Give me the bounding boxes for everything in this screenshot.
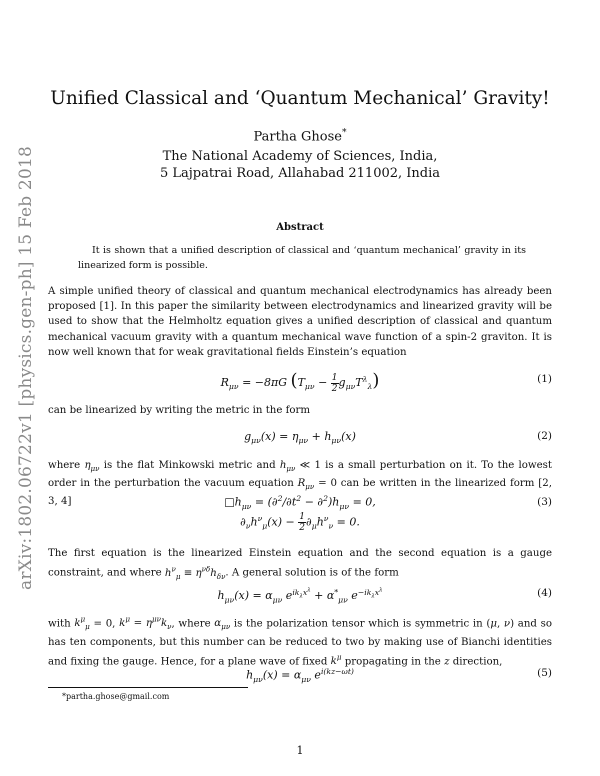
author-name: Partha Ghose*	[253, 128, 347, 145]
paragraph-gauge: The first equation is the linearized Einstein equation and the second equation is a gauge constraint, and where $h^\nu_\mu \equiv \eta^{\nu\delta}h_{\delta\nu}$. A general solution is of the form	[48, 548, 552, 581]
equation-5: $h_{\mu\nu}(x) = \alpha_{\mu\nu}$ $e^{i(kz-\omega t)}$ (5)	[246, 667, 552, 684]
paragraph-metric: can be linearized by writing the metric in the form	[48, 405, 311, 416]
equation-3: $□h_{\mu\nu} = (\partial^2/\partial t^2 - \partial^2)h_{\mu\nu} = 0$, $\partial_\nu h^\nu_\mu(x)$ − $\frac{1}{2}$ $\partial_\mu h^\nu_\nu = 0$. (3)	[224, 494, 552, 533]
author-address: 5 Lajpatrai Road, Allahabad 211002, India	[159, 166, 441, 181]
equation-number: (1)	[537, 373, 552, 385]
paragraph-perturbation: where $\eta_{\mu\nu}$ is the flat Minkowski metric and $h_{\mu\nu}$ ≪ 1 is a small perturbation on it. To the lowest order in the perturbation the vacuum equation $R_{\mu\nu} = 0$ can be written in the linearized form [2, 3, 4]	[48, 460, 552, 508]
author-affiliation: The National Academy of Sciences, India,	[162, 149, 438, 164]
arxiv-identifier-stamp	[4, 148, 48, 588]
abstract-heading: Abstract	[276, 222, 324, 233]
equation-number: (3)	[537, 496, 552, 508]
arxiv-identifier-text: arXiv:1802.06722v1 [physics.gen-ph] 15 Feb 2018	[16, 146, 36, 590]
footnote-rule	[48, 687, 248, 688]
page-number: 1	[296, 744, 304, 757]
equation-number: (4)	[537, 587, 552, 599]
intro-paragraph: A simple unified theory of classical and quantum mechanical electrodynamics has already been proposed [1]. In this paper the similarity between electrodynamics and linearized gravity will be used to show that the Helmholtz equation gives a unified description of classical and quantum mechanical vacuum gravity with a quantum mechanical wave function of a spin-2 graviton. It is now well known that for weak gravitational fields Einstein’s equation	[48, 286, 552, 358]
equation-2: $g_{\mu\nu}(x) = \eta_{\mu\nu} + h_{\mu\nu}(x)$ (2)	[244, 430, 552, 446]
equation-number: (2)	[537, 430, 552, 442]
paper-title: Unified Classical and ‘Quantum Mechanical’ Gravity!	[50, 88, 550, 109]
equation-number: (5)	[537, 667, 552, 679]
footnote-email: *partha.ghose@gmail.com	[62, 692, 170, 701]
abstract-text: It is shown that a unified description of classical and ‘quantum mechanical’ gravity in its linearized form is possible.	[78, 245, 526, 271]
paragraph-solution: with $k^\mu_\mu = 0$, $k^\mu = \eta^{\mu\nu}k_\nu$, where $\alpha_{\mu\nu}$ is the polarization tensor which is symmetric in (μ, ν) and so has ten components, but this number can be reduced to two by making use of Bianchi identities and fixing the gauge. Hence, for a plane wave of fixed $k^\mu$ propagating in the z direction,	[48, 615, 552, 668]
equation-4: $h_{\mu\nu}(x) = \alpha_{\mu\nu}$ $e^{ik_\lambda x^\lambda} + \alpha^*_{\mu\nu}$ $e^{-ik_\lambda x^\lambda}$ (4)	[217, 587, 552, 605]
equation-1: $R_{\mu\nu} = -8\pi G$ ($T_{\mu\nu}$ − $\frac{1}{2}$ $g_{\mu\nu}T^\lambda_\lambda$) (1)	[220, 370, 552, 394]
